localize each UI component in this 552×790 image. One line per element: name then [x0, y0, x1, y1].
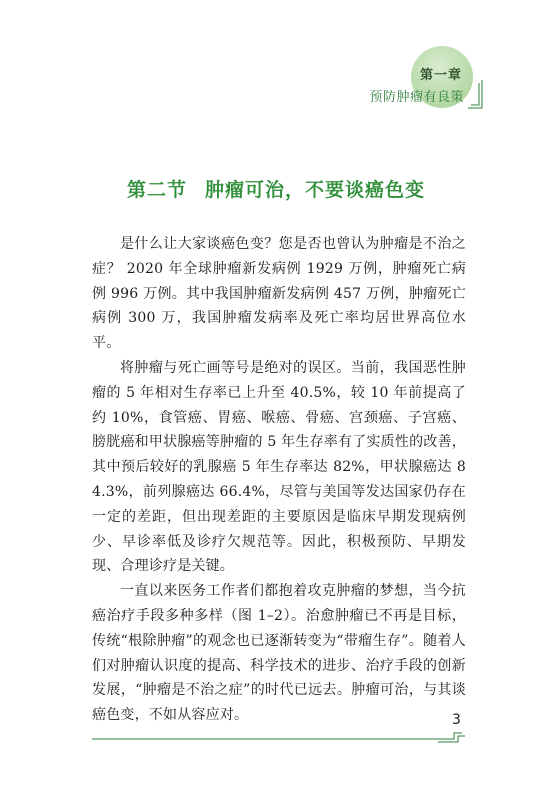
paragraph-1: 是什么让大家谈癌色变？您是否也曾认为肿瘤是不治之症？ 2020 年全球肿瘤新发病例 1929 万例，肿瘤死亡病例 996 万例。其中我国肿瘤新发病例 457 万例，肿瘤死亡病例 300 万，我国肿瘤发病率及死亡率均居世界高位水平。 [92, 236, 466, 352]
chapter-title: 预防肿瘤有良策 [369, 90, 464, 105]
body-text [92, 232, 466, 728]
chapter-header [0, 0, 552, 120]
chapter-number: 第一章 [419, 68, 462, 83]
header-corner-ornament [466, 78, 486, 110]
section-heading [0, 175, 552, 202]
section-title: 肿瘤可治，不要谈癌色变 [205, 179, 426, 201]
footer-rule [92, 732, 466, 744]
paragraph-3: 一直以来医务工作者们都抱着攻克肿瘤的梦想，当今抗癌治疗手段多种多样（图 1–2）。治愈肿瘤已不再是目标，传统“根除肿瘤”的观念也已逐渐转变为“带瘤生存”。随着人们对肿瘤认识度的提高、科学技术的进步、治疗手段的创新发展，“肿瘤是不治之症”的时代已远去。肿瘤可治，与其谈癌色变，不如从容应对。 [92, 583, 466, 724]
paragraph-2: 将肿瘤与死亡画等号是绝对的误区。当前，我国恶性肿瘤的 5 年相对生存率已上升至 40.5%，较 10 年前提高了约 10%，食管癌、胃癌、喉癌、骨癌、宫颈癌、子宫癌、膀胱癌和甲状腺癌等肿瘤的 5 年生存率有了实质性的改善，其中预后较好的乳腺癌 5 年生存率达 82%，甲状腺癌达 84.3%，前列腺癌达 66.4%，尽管与美国等发达国家仍存在一定的差距，但出现差距的主要原因是临床早期发现病例少、早诊率低及诊疗欠规范等。因此，积极预防、早期发现、合理诊疗是关键。 [92, 359, 466, 575]
page-number: 3 [452, 712, 461, 728]
section-number: 第二节 [126, 179, 187, 201]
